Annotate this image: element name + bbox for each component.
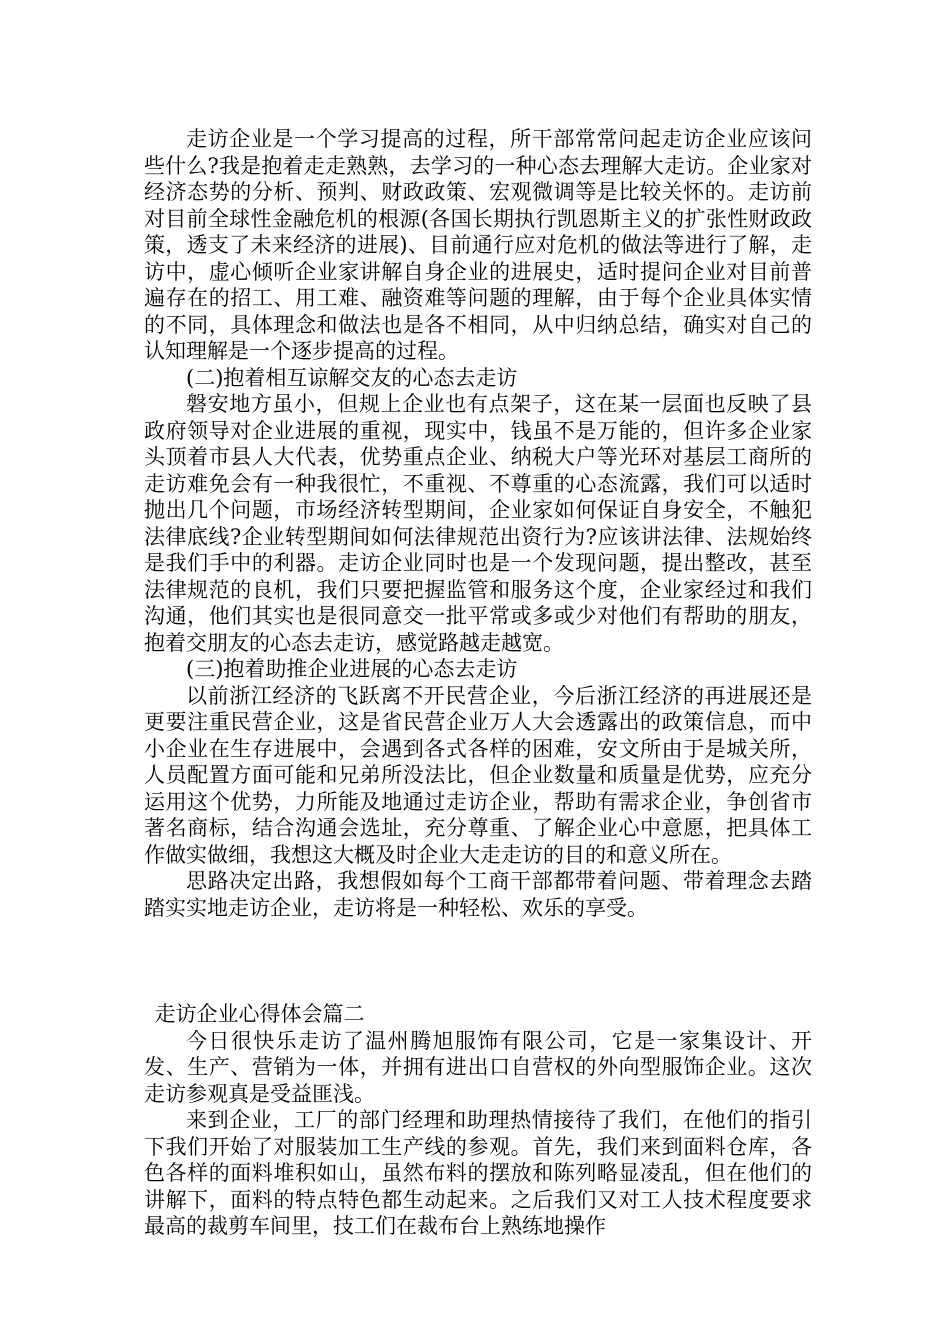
heading-promote-enterprise: (三)抱着助推企业进展的心态去走访	[186, 657, 518, 681]
paragraph-factory-tour: 来到企业，工厂的部门经理和助理热情接待了我们，在他们的指引下我们开始了对服装加工生产线的参观。首先，我们来到面料仓库，各色各样的面料堆积如山，虽然布料的摆放和陈列略显凌乱，但在他们的讲解下，面料的特点特色都生动起来。之后我们又对工人技术程度要求最高的裁剪车间里，技工们在裁布台上熟练地操作	[144, 1108, 812, 1238]
paragraph-panan: 磐安地方虽小，但规上企业也有点架子，这在某一层面也反映了县政府领导对企业进展的重视，现实中，钱虽不是万能的，但许多企业家头顶着市县人大代表，优势重点企业、纳税大户等光环对基层工商所的走访难免会有一种我很忙，不重视、不尊重的心态流露，我们可以适时抛出几个问题，市场经济转型期间，企业家如何保证自身安全，不触犯法律底线?企业转型期间如何法律规范出资行为?应该讲法律、法规始终是我们手中的利器。走访企业同时也是一个发现问题，提出整改，甚至法律规范的良机，我们只要把握监管和服务这个度，企业家经过和我们沟通，他们其实也是很同意交一批平常或多或少对他们有帮助的朋友，抱着交朋友的心态去走访，感觉路越走越宽。	[144, 392, 812, 655]
section-title: 走访企业心得体会篇二	[154, 1002, 365, 1026]
paragraph-visit-intro: 今日很快乐走访了温州腾旭服饰有限公司，它是一家集设计、开发、生产、营销为一体，并拥有进出口自营权的外向型服饰企业。这次走访参观真是受益匪浅。	[144, 1028, 812, 1106]
paragraph-zhejiang: 以前浙江经济的飞跃离不开民营企业，今后浙江经济的再进展还是更要注重民营企业，这是省民营企业万人大会透露出的政策信息，而中小企业在生存进展中，会遇到各式各样的困难，安文所由于是城关所，人员配置方面可能和兄弟所没法比，但企业数量和质量是优势，应充分运用这个优势，力所能及地通过走访企业，帮助有需求企业，争创省市著名商标，结合沟通会选址，充分尊重、了解企业心中意愿，把具体工作做实做细，我想这大概及时企业大走走访的目的和意义所在。	[144, 683, 812, 867]
paragraph-learning: 走访企业是一个学习提高的过程，所干部常常问起走访企业应该问些什么?我是抱着走走熟熟，去学习的一种心态去理解大走访。企业家对经济态势的分析、预判、财政政策、宏观微调等是比较关怀的。走访前对目前全球性金融危机的根源(各国长期执行凯恩斯主义的扩张性财政政策，透支了未来经济的进展)、目前通行应对危机的做法等进行了解，走访中，虚心倾听企业家讲解自身企业的进展史，适时提问企业对目前普遍存在的招工、用工难、融资难等问题的理解，由于每个企业具体实情的不同，具体理念和做法也是各不相同，从中归纳总结，确实对自己的认知理解是一个逐步提高的过程。	[144, 127, 812, 363]
heading-mutual-understanding: (二)抱着相互谅解交友的心态去走访	[186, 365, 518, 390]
section-gap	[144, 921, 812, 1001]
document-page	[144, 126, 812, 1240]
paragraph-conclusion: 思路决定出路，我想假如每个工商干部都带着问题、带着理念去踏踏实实地走访企业，走访将是一种轻松、欢乐的享受。	[144, 869, 812, 920]
